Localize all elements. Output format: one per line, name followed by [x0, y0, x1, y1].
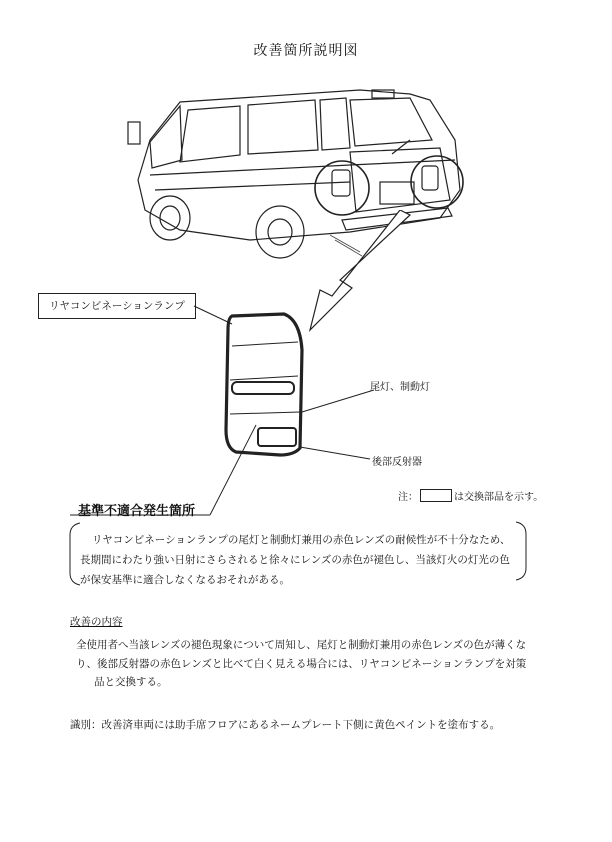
improvement-line: り、後部反射器の赤色レンズと比べて白く見える場合には、リヤコンビネーションランプを対策	[76, 657, 527, 670]
improvement-body	[76, 636, 550, 692]
improvement-line: 品と交換する。	[94, 676, 168, 688]
callout-reflector-leader	[296, 443, 374, 463]
lamp-label: リヤコンビネーションランプ	[38, 293, 196, 319]
note-suffix: は交換部品を示す。	[454, 492, 544, 503]
replacement-swatch	[420, 489, 452, 502]
improvement-heading: 改善の内容	[70, 616, 123, 628]
page-title: 改善箇所説明図	[253, 43, 359, 59]
replacement-note	[398, 488, 543, 503]
detail-arrow	[300, 210, 420, 340]
callout-tail-stop-lamp: 尾灯、制動灯	[370, 382, 430, 393]
improvement-line: 全使用者へ当該レンズの褪色現象について周知し、尾灯と制動灯兼用の赤色レンズの色が薄くな	[76, 639, 527, 651]
nonconformity-title: 基準不適合発生箇所	[78, 504, 196, 519]
nonconformity-line: が保安基準に適合しなくなるおそれがある。	[80, 574, 290, 586]
identification-text: 識別：改善済車両には助手席フロアにあるネームプレート下側に黄色ペイントを塗布する。	[70, 719, 501, 731]
nonconformity-description	[80, 530, 520, 590]
callout-reflector: 後部反射器	[372, 457, 422, 468]
note-prefix: 注：	[398, 492, 418, 503]
nonconformity-line: 長期間にわたり強い日射にさらされると徐々にレンズの赤色が褪色し、当該灯火の灯光の色	[80, 554, 510, 566]
callout-tail-stop-leader	[298, 386, 378, 416]
nonconformity-line: リヤコンビネーションランプの尾灯と制動灯兼用の赤色レンズの耐候性が不十分なため、	[92, 534, 511, 546]
